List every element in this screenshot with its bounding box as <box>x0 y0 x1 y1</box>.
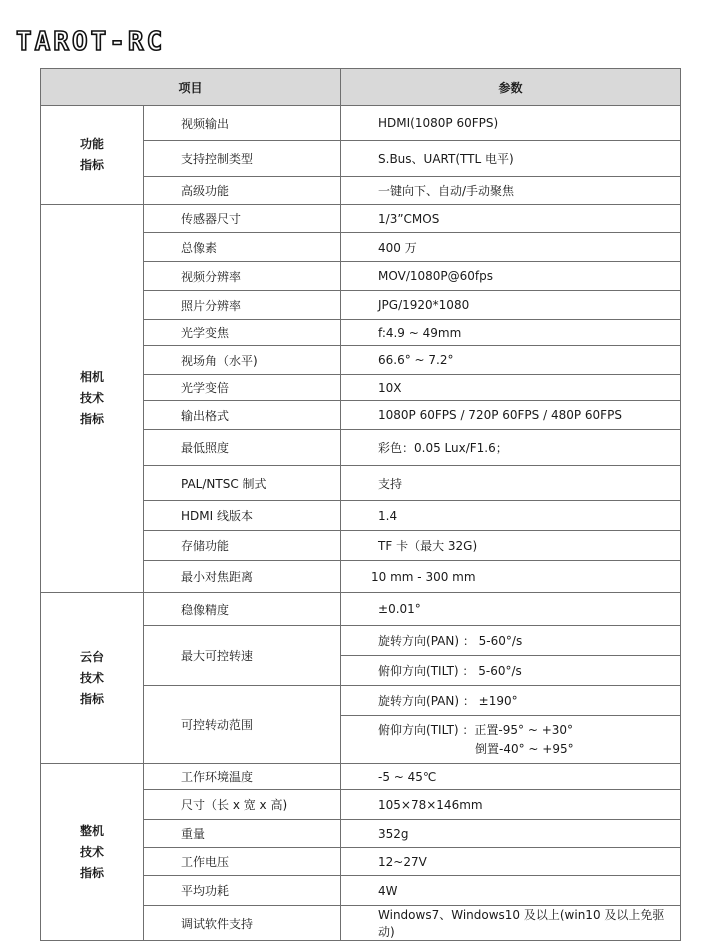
value-cell: S.Bus、UART(TTL 电平) <box>341 141 681 177</box>
table-row <box>41 205 681 233</box>
item-cell: 重量 <box>144 820 341 848</box>
item-cell: 最大可控转速 <box>144 626 341 686</box>
item-cell: 总像素 <box>144 233 341 262</box>
value-cell: 10 mm - 300 mm <box>341 561 681 593</box>
logo-text: TAROT-RC <box>16 28 166 54</box>
table-row <box>41 593 681 626</box>
group-label-line: 云台 <box>79 649 104 664</box>
value-cell: 105×78×146mm <box>341 790 681 820</box>
group-label-line: 指标 <box>79 158 104 172</box>
item-cell: 视频分辨率 <box>144 262 341 291</box>
value-cell: -5 ~ 45℃ <box>341 764 681 790</box>
item-cell: 光学变焦 <box>144 320 341 346</box>
item-cell: HDMI 线版本 <box>144 501 341 531</box>
value-cell: 1/3”CMOS <box>341 205 681 233</box>
value-cell: 352g <box>341 820 681 848</box>
value-cell: 旋转方向(PAN) ： 5-60°/s <box>341 626 681 656</box>
value-cell <box>341 716 681 764</box>
item-cell: 稳像精度 <box>144 593 341 626</box>
group-label-line: 技术 <box>79 844 104 859</box>
value-cell: 4W <box>341 876 681 906</box>
spec-table <box>40 68 681 941</box>
value-cell: 一键向下、自动/手动聚焦 <box>341 177 681 205</box>
header-param: 参数 <box>341 69 681 106</box>
value-cell: 俯仰方向(TILT) ： 5-60°/s <box>341 656 681 686</box>
item-cell: 存储功能 <box>144 531 341 561</box>
table-header-row <box>41 69 681 106</box>
item-cell: 视频输出 <box>144 106 341 141</box>
item-cell: 平均功耗 <box>144 876 341 906</box>
item-cell: 最低照度 <box>144 430 341 466</box>
group-label-gimbal <box>41 593 144 764</box>
tilt-range-line: 倒置-40° ~ +95° <box>475 741 574 756</box>
group-label-line: 整机 <box>79 823 104 838</box>
value-cell: 彩色：0.05 Lux/F1.6； <box>341 430 681 466</box>
item-cell: 传感器尺寸 <box>144 205 341 233</box>
item-cell: 尺寸（长 x 宽 x 高) <box>144 790 341 820</box>
value-cell: 1.4 <box>341 501 681 531</box>
item-cell: 最小对焦距离 <box>144 561 341 593</box>
tarot-rc-logo <box>16 28 266 54</box>
value-cell: 66.6° ~ 7.2° <box>341 346 681 375</box>
group-label-line: 指标 <box>79 865 104 880</box>
group-label-line: 技术 <box>79 391 104 405</box>
item-cell: 支持控制类型 <box>144 141 341 177</box>
value-cell: 400 万 <box>341 233 681 262</box>
item-cell: 视场角（水平) <box>144 346 341 375</box>
item-cell: 调试软件支持 <box>144 906 341 941</box>
group-label-function <box>41 106 144 205</box>
value-cell: 10X <box>341 375 681 401</box>
value-cell: ±0.01° <box>341 593 681 626</box>
group-label-camera <box>41 205 144 593</box>
item-cell: 光学变倍 <box>144 375 341 401</box>
item-cell: PAL/NTSC 制式 <box>144 466 341 501</box>
value-cell: 12~27V <box>341 848 681 876</box>
value-cell: JPG/1920*1080 <box>341 291 681 320</box>
value-cell: MOV/1080P@60fps <box>341 262 681 291</box>
group-label-line: 指标 <box>79 691 104 706</box>
table-row <box>41 106 681 141</box>
value-cell: 1080P 60FPS / 720P 60FPS / 480P 60FPS <box>341 401 681 430</box>
tilt-range-line: 俯仰方向(TILT) ：正置-95° ~ +30° <box>378 722 574 737</box>
value-cell: 旋转方向(PAN) ： ±190° <box>341 686 681 716</box>
value-cell: 支持 <box>341 466 681 501</box>
header-item: 项目 <box>41 69 341 106</box>
group-label-machine <box>41 764 144 941</box>
item-cell: 工作电压 <box>144 848 341 876</box>
item-cell: 高级功能 <box>144 177 341 205</box>
item-cell: 工作环境温度 <box>144 764 341 790</box>
group-label-line: 技术 <box>79 670 104 685</box>
value-cell: Windows7、Windows10 及以上(win10 及以上免驱动) <box>341 906 681 941</box>
group-label-line: 功能 <box>79 137 104 151</box>
value-cell: f:4.9 ~ 49mm <box>341 320 681 346</box>
item-cell: 可控转动范围 <box>144 686 341 764</box>
group-label-line: 相机 <box>79 370 104 384</box>
value-cell: TF 卡（最大 32G) <box>341 531 681 561</box>
value-cell: HDMI(1080P 60FPS) <box>341 106 681 141</box>
group-label-line: 指标 <box>79 412 104 426</box>
item-cell: 输出格式 <box>144 401 341 430</box>
item-cell: 照片分辨率 <box>144 291 341 320</box>
table-row <box>41 764 681 790</box>
